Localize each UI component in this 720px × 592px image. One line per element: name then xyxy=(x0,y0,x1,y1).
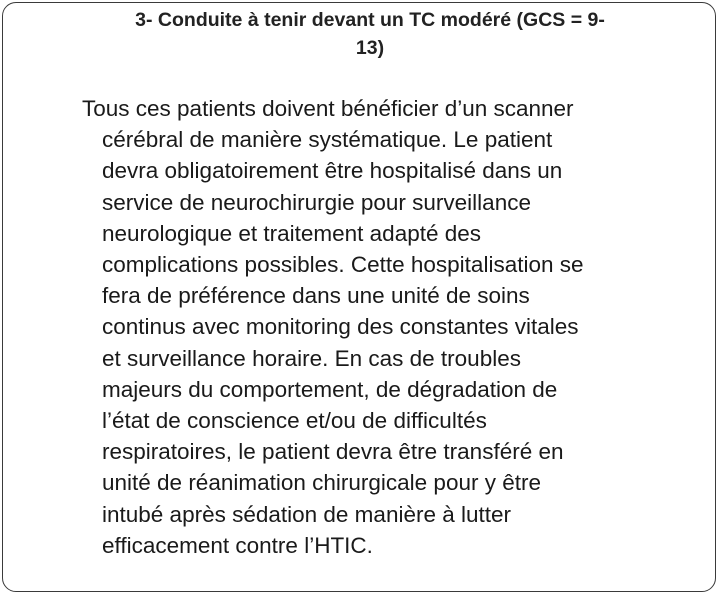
slide-title-line-1: 3- Conduite à tenir devant un TC modéré (GCS = 9- xyxy=(135,9,605,31)
paragraph-line: cérébral de manière systématique. Le patient xyxy=(102,127,553,153)
slide-title-line-2: 13) xyxy=(355,37,385,59)
paragraph-line: l’état de conscience et/ou de difficultés xyxy=(102,408,487,434)
paragraph-line: respiratoires, le patient devra être transféré en xyxy=(102,439,564,465)
paragraph-line: neurologique et traitement adapté des xyxy=(102,220,482,246)
paragraph-line: majeurs du comportement, de dégradation de xyxy=(102,376,558,402)
paragraph-line: intubé après sédation de manière à lutter xyxy=(102,501,512,527)
paragraph-line: efficacement contre l’HTIC. xyxy=(102,532,373,558)
paragraph-line: complications possibles. Cette hospitalisation se xyxy=(102,252,584,278)
paragraph-line: service de neurochirurgie pour surveillance xyxy=(102,189,531,215)
paragraph-line: continus avec monitoring des constantes vitales xyxy=(102,314,579,340)
paragraph-line: et surveillance horaire. En cas de troubles xyxy=(102,345,521,371)
paragraph-line: Tous ces patients doivent bénéficier d’un scanner xyxy=(82,96,574,121)
paragraph-line: devra obligatoirement être hospitalisé dans un xyxy=(102,158,563,184)
paragraph-line: fera de préférence dans une unité de soins xyxy=(102,283,530,309)
slide-title xyxy=(70,6,670,62)
paragraph-line: unité de réanimation chirurgicale pour y être xyxy=(102,470,541,496)
slide-paragraph xyxy=(82,93,672,561)
